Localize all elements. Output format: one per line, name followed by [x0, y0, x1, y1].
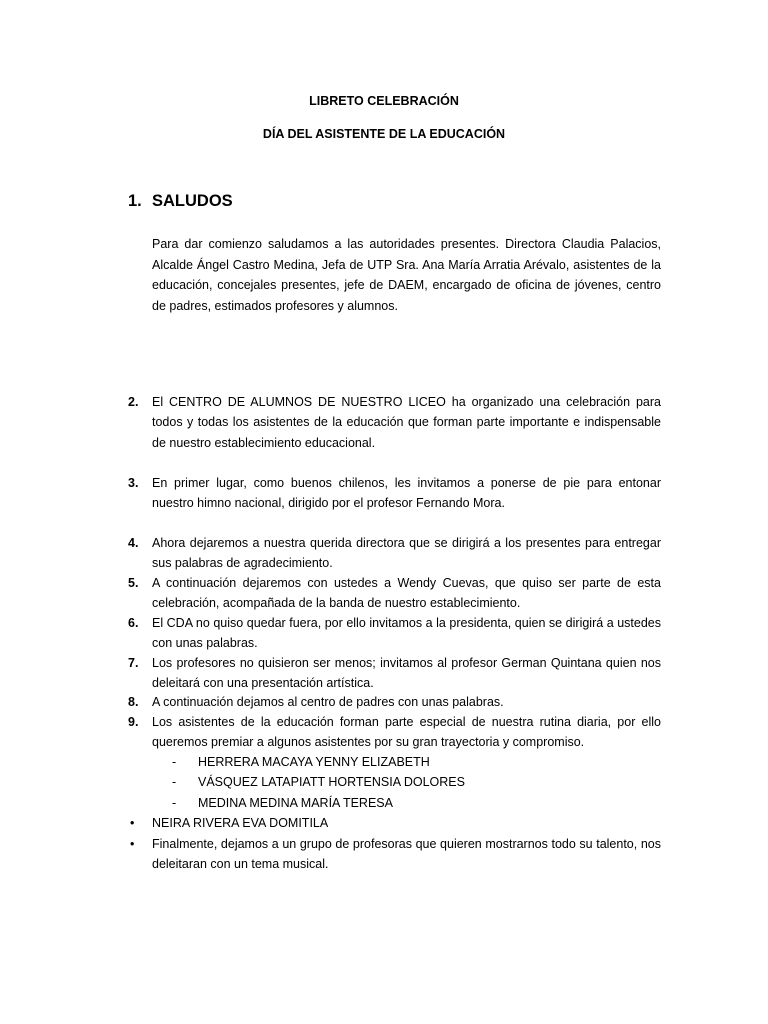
list-item [128, 573, 661, 614]
bullet-text: Finalmente, dejamos a un grupo de profesoras que quieren mostrarnos todo su talento, nos deleitaran con un tema musical. [152, 837, 661, 872]
list-item-text: Los profesores no quisieron ser menos; invitamos al profesor German Quintana quien nos deleitará con una presentación artística. [152, 656, 661, 691]
list-item-number: 3. [128, 476, 139, 490]
list-item-number: 4. [128, 536, 139, 550]
list-item [128, 392, 661, 453]
list-item-text: A continuación dejamos al centro de padres con unas palabras. [152, 695, 504, 709]
intro-paragraph: Para dar comienzo saludamos a las autoridades presentes. Directora Claudia Palacios, Alcalde Ángel Castro Medina, Jefa de UTP Sra. Ana María Arratia Arévalo, asistentes de la educación, concejales presentes, jefe de DAEM, encargado de oficina de jóvenes, centro de padres, estimados profesores y alumnos. [152, 237, 661, 314]
list-item-text: El CENTRO DE ALUMNOS DE NUESTRO LICEO ha organizado una celebración para todos y todas los asistentes de la educación que forman parte importante e indispensable de nuestro establecimiento educacional. [152, 395, 661, 450]
list-item-text: Los asistentes de la educación forman parte especial de nuestra rutina diaria, por ello queremos premiar a algunos asistentes por su gran trayectoria y compromiso. [152, 715, 661, 750]
list-item-text: A continuación dejaremos con ustedes a Wendy Cuevas, que quiso ser parte de esta celebración, acompañada de la banda de nuestro establecimiento. [152, 576, 661, 611]
list-item-number: 8. [128, 695, 139, 709]
bullet-marker: • [130, 837, 135, 851]
honoree-item [172, 772, 465, 792]
list-item-text: En primer lugar, como buenos chilenos, les invitamos a ponerse de pie para entonar nuestro himno nacional, dirigido por el profesor Fernando Mora. [152, 476, 661, 511]
list-item-number: 9. [128, 715, 139, 729]
list-item-number: 6. [128, 616, 139, 630]
list-item-number: 2. [128, 395, 139, 409]
list-item [128, 473, 661, 514]
list-item [128, 692, 661, 712]
document-title: LIBRETO CELEBRACIÓN [309, 94, 459, 108]
honoree-item [172, 793, 393, 813]
dash-marker: - [172, 755, 177, 769]
section-heading-saludos [128, 191, 233, 211]
list-item [128, 533, 661, 574]
honoree-item [172, 752, 430, 772]
bullet-item [128, 834, 661, 875]
honoree-name: HERRERA MACAYA YENNY ELIZABETH [198, 755, 430, 769]
section-number: 1. [128, 192, 142, 210]
dash-marker: - [172, 796, 177, 810]
honoree-name: VÁSQUEZ LATAPIATT HORTENSIA DOLORES [198, 775, 465, 789]
list-item [128, 712, 661, 753]
honoree-name: MEDINA MEDINA MARÍA TERESA [198, 796, 393, 810]
bullet-text: NEIRA RIVERA EVA DOMITILA [152, 816, 329, 830]
bullet-item [128, 813, 661, 833]
document-subtitle: DÍA DEL ASISTENTE DE LA EDUCACIÓN [262, 127, 506, 141]
list-item [128, 653, 661, 694]
list-item-text: Ahora dejaremos a nuestra querida directora que se dirigirá a los presentes para entregar sus palabras de agradecimiento. [152, 536, 661, 571]
bullet-marker: • [130, 816, 135, 830]
list-item-number: 5. [128, 576, 139, 590]
list-item [128, 613, 661, 654]
dash-marker: - [172, 775, 177, 789]
list-item-number: 7. [128, 656, 139, 670]
section-heading-text: SALUDOS [152, 192, 233, 210]
list-item-text: El CDA no quiso quedar fuera, por ello invitamos a la presidenta, quien se dirigirá a ustedes con unas palabras. [152, 616, 661, 651]
